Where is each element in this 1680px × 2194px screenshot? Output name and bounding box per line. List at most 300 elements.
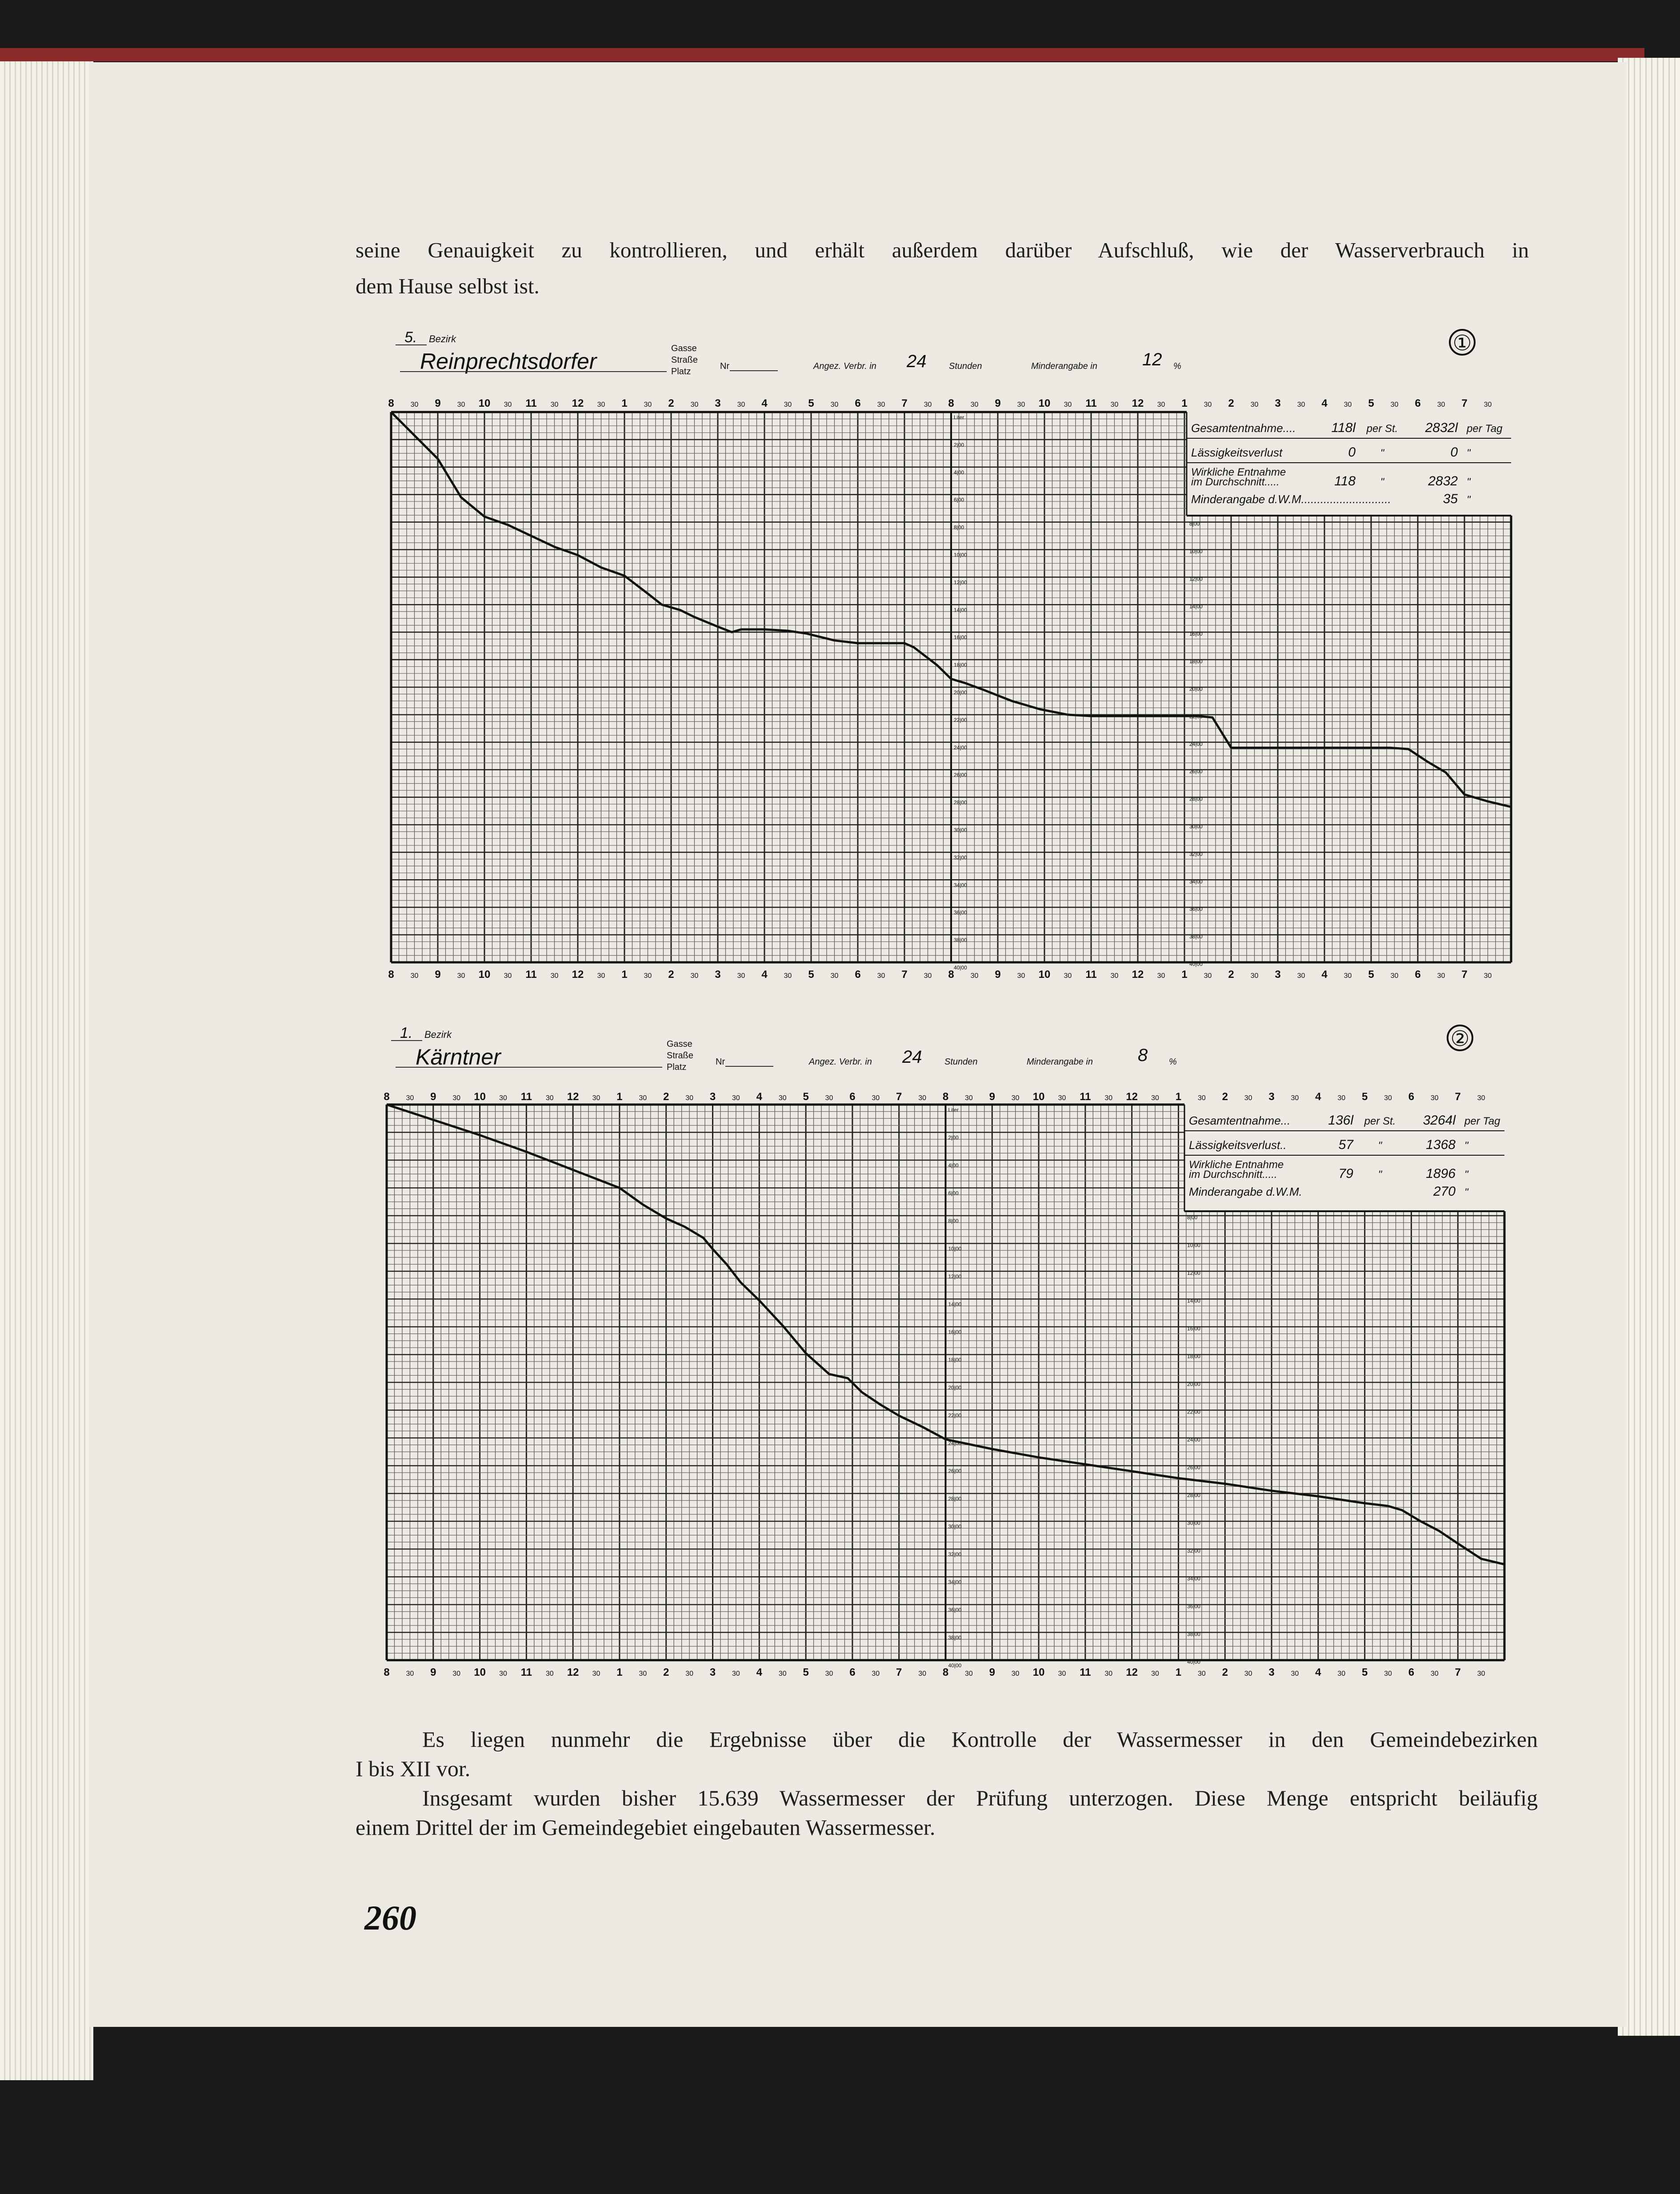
x-tick-label-top: 30 bbox=[1244, 1094, 1252, 1102]
summary-value-hour: 118l bbox=[1331, 420, 1356, 435]
x-tick-label-bottom: 8 bbox=[384, 1666, 390, 1678]
summary-label: Wirkliche Entnahme bbox=[1189, 1159, 1284, 1171]
x-tick-label-top: 30 bbox=[872, 1094, 880, 1102]
x-tick-label-top: 30 bbox=[597, 401, 605, 408]
summary-unit-day: " bbox=[1464, 1140, 1468, 1152]
x-tick-label-bottom: 4 bbox=[1321, 969, 1328, 981]
summary-label: Gesamtentnahme.... bbox=[1191, 421, 1296, 435]
y-tick-label-left: 6|00 bbox=[948, 1190, 959, 1197]
page-number: 260 bbox=[364, 1898, 416, 1937]
x-tick-label-top: 30 bbox=[1297, 401, 1305, 408]
x-tick-label-bottom: 30 bbox=[685, 1670, 694, 1678]
x-tick-label-bottom: 11 bbox=[525, 969, 537, 981]
x-tick-label-bottom: 1 bbox=[616, 1666, 623, 1678]
summary-value-day: 270 bbox=[1433, 1184, 1456, 1199]
y-tick-label-left: 40|00 bbox=[954, 965, 967, 971]
x-tick-label-bottom: 8 bbox=[388, 969, 394, 981]
x-tick-label-top: 5 bbox=[808, 397, 814, 409]
x-tick-label-top: 1 bbox=[621, 397, 628, 409]
result-paragraph-line-2: I bis XII vor. bbox=[356, 1756, 471, 1781]
summary-label: Lässigkeitsverlust bbox=[1191, 446, 1283, 459]
x-tick-label-bottom: 30 bbox=[1104, 1670, 1113, 1678]
chart-number: ② bbox=[1450, 1027, 1470, 1051]
x-tick-label-bottom: 30 bbox=[1344, 972, 1352, 980]
summary-unit-day: per Tag bbox=[1464, 1115, 1500, 1127]
summary-unit-hour: " bbox=[1380, 476, 1384, 488]
x-tick-label-top: 4 bbox=[1315, 1091, 1321, 1103]
y-tick-label-right: 10|00 bbox=[1189, 548, 1203, 555]
y-tick-label-left: 34|00 bbox=[954, 882, 967, 889]
x-tick-label-bottom: 6 bbox=[849, 1666, 856, 1678]
x-tick-label-top: 1 bbox=[616, 1091, 623, 1103]
x-tick-label-top: 30 bbox=[1157, 401, 1165, 408]
summary-unit-day: " bbox=[1467, 494, 1471, 506]
y-tick-label-left: 28|00 bbox=[954, 799, 967, 806]
x-tick-label-bottom: 8 bbox=[942, 1666, 949, 1678]
y-tick-label-right: 38|00 bbox=[1187, 1631, 1200, 1637]
street-name: Reinprechtsdorfer bbox=[420, 349, 597, 374]
count-paragraph-line-1: Insgesamt wurden bisher 15.639 Wassermesser der Prüfung unterzogen. Diese Menge entspricht beiläufig bbox=[422, 1786, 1538, 1810]
x-tick-label-top: 12 bbox=[1126, 1091, 1138, 1103]
x-tick-label-top: 2 bbox=[668, 397, 674, 409]
street-type-label: Straße bbox=[671, 355, 698, 365]
x-tick-label-bottom: 30 bbox=[1244, 1670, 1252, 1678]
x-tick-label-bottom: 6 bbox=[1415, 969, 1421, 981]
angez-label: Angez. Verbr. in bbox=[809, 1057, 872, 1067]
y-tick-label-left: 38|00 bbox=[954, 937, 967, 944]
x-tick-label-bottom: 6 bbox=[855, 969, 861, 981]
x-tick-label-top: 4 bbox=[1321, 397, 1328, 409]
y-tick-label-left: 26|00 bbox=[948, 1468, 962, 1474]
x-tick-label-bottom: 30 bbox=[1017, 972, 1025, 980]
street-type-label: Straße bbox=[667, 1051, 694, 1061]
x-tick-label-top: 30 bbox=[457, 401, 465, 408]
x-tick-label-bottom: 7 bbox=[1461, 969, 1468, 981]
x-tick-label-bottom: 30 bbox=[1197, 1670, 1206, 1678]
summary-label: Wirkliche Entnahme bbox=[1191, 466, 1286, 478]
x-tick-label-bottom: 10 bbox=[474, 1666, 486, 1678]
y-tick-label-right: 12|00 bbox=[1189, 576, 1203, 582]
x-tick-label-bottom: 30 bbox=[1204, 972, 1212, 980]
y-tick-label-left: 32|00 bbox=[954, 854, 967, 861]
x-tick-label-top: 30 bbox=[1430, 1094, 1439, 1102]
y-tick-label-left: 28|00 bbox=[948, 1496, 962, 1502]
y-tick-label-right: 14|00 bbox=[1189, 603, 1203, 610]
minder-value: 8 bbox=[1138, 1045, 1148, 1065]
x-tick-label-bottom: 4 bbox=[756, 1666, 763, 1678]
x-tick-label-bottom: 2 bbox=[1222, 1666, 1228, 1678]
y-tick-label-left: 36|00 bbox=[954, 909, 967, 916]
y-tick-label-right: 40|00 bbox=[1187, 1659, 1200, 1665]
x-tick-label-bottom: 30 bbox=[778, 1670, 787, 1678]
x-tick-label-top: 11 bbox=[520, 1091, 532, 1103]
y-tick-label-right: 16|00 bbox=[1187, 1325, 1200, 1332]
y-tick-label-left: 12|00 bbox=[954, 579, 967, 586]
y-tick-label-right: 24|00 bbox=[1189, 741, 1203, 747]
x-tick-label-bottom: 30 bbox=[452, 1670, 461, 1678]
x-tick-label-top: 30 bbox=[499, 1094, 507, 1102]
y-tick-label-left: 22|00 bbox=[954, 717, 967, 723]
x-tick-label-bottom: 7 bbox=[901, 969, 908, 981]
x-tick-label-bottom: 7 bbox=[896, 1666, 902, 1678]
y-tick-label-right: 28|00 bbox=[1189, 796, 1203, 802]
summary-label: Minderangabe d.W.M. bbox=[1189, 1185, 1302, 1198]
y-tick-label-right: 28|00 bbox=[1187, 1492, 1200, 1498]
angez-label: Angez. Verbr. in bbox=[813, 361, 876, 371]
result-paragraph-line-1: Es liegen nunmehr die Ergebnisse über die Kontrolle der Wassermesser in den Gemeindebezirken bbox=[422, 1727, 1538, 1752]
x-tick-label-top: 30 bbox=[825, 1094, 833, 1102]
x-tick-label-bottom: 10 bbox=[1032, 1666, 1045, 1678]
x-tick-label-top: 30 bbox=[1337, 1094, 1346, 1102]
x-tick-label-bottom: 11 bbox=[1080, 1666, 1091, 1678]
x-tick-label-bottom: 30 bbox=[504, 972, 512, 980]
y-tick-label-left: 2|00 bbox=[954, 441, 964, 448]
x-tick-label-bottom: 5 bbox=[808, 969, 814, 981]
x-tick-label-top: 30 bbox=[1384, 1094, 1392, 1102]
x-tick-label-bottom: 30 bbox=[1484, 972, 1492, 980]
x-tick-label-top: 30 bbox=[644, 401, 652, 408]
x-tick-label-bottom: 12 bbox=[567, 1666, 579, 1678]
summary-unit-day: " bbox=[1467, 447, 1471, 459]
x-tick-label-bottom: 30 bbox=[784, 972, 792, 980]
street-type-label: Platz bbox=[671, 367, 691, 376]
x-tick-label-bottom: 30 bbox=[597, 972, 605, 980]
summary-unit-hour: " bbox=[1380, 447, 1384, 459]
x-tick-label-top: 6 bbox=[1415, 397, 1421, 409]
y-tick-label-left: 22|00 bbox=[948, 1412, 962, 1419]
intro-line-1: seine Genauigkeit zu kontrollieren, und erhält außerdem darüber Aufschluß, wie der Wasserverbrauch in bbox=[356, 238, 1529, 262]
x-tick-label-top: 30 bbox=[737, 401, 745, 408]
x-tick-label-bottom: 30 bbox=[592, 1670, 600, 1678]
y-tick-label-left: 38|00 bbox=[948, 1634, 962, 1641]
x-tick-label-top: 5 bbox=[1368, 397, 1374, 409]
chart-number: ① bbox=[1452, 332, 1472, 355]
y-tick-label-right: 20|00 bbox=[1189, 686, 1203, 692]
x-tick-label-top: 3 bbox=[715, 397, 721, 409]
summary-value-hour: 118 bbox=[1334, 474, 1356, 488]
x-tick-label-top: 30 bbox=[1250, 401, 1259, 408]
x-tick-label-top: 30 bbox=[830, 401, 839, 408]
summary-value-day: 35 bbox=[1443, 492, 1458, 506]
x-tick-label-bottom: 30 bbox=[732, 1670, 740, 1678]
x-tick-label-top: 3 bbox=[709, 1091, 716, 1103]
x-tick-label-bottom: 30 bbox=[964, 1670, 973, 1678]
y-tick-label-left: 8|00 bbox=[954, 524, 964, 531]
x-tick-label-top: 30 bbox=[778, 1094, 787, 1102]
x-tick-label-bottom: 11 bbox=[1085, 969, 1097, 981]
x-tick-label-top: 30 bbox=[924, 401, 932, 408]
x-tick-label-top: 30 bbox=[1064, 401, 1072, 408]
x-tick-label-bottom: 30 bbox=[830, 972, 839, 980]
x-tick-label-bottom: 30 bbox=[918, 1670, 927, 1678]
x-tick-label-top: 6 bbox=[855, 397, 861, 409]
x-tick-label-bottom: 10 bbox=[478, 969, 491, 981]
x-tick-label-top: 11 bbox=[1085, 397, 1097, 409]
summary-value-hour: 79 bbox=[1338, 1166, 1353, 1181]
y-tick-label-right: 32|00 bbox=[1189, 851, 1203, 857]
x-tick-label-top: 30 bbox=[410, 401, 419, 408]
x-tick-label-bottom: 30 bbox=[1011, 1670, 1020, 1678]
y-tick-label-left: 4|00 bbox=[948, 1162, 959, 1169]
x-tick-label-top: 30 bbox=[592, 1094, 600, 1102]
x-tick-label-bottom: 2 bbox=[668, 969, 674, 981]
x-tick-label-top: 12 bbox=[567, 1091, 579, 1103]
x-tick-label-bottom: 11 bbox=[520, 1666, 532, 1678]
summary-unit-hour: " bbox=[1378, 1140, 1382, 1152]
y-tick-label-left: 36|00 bbox=[948, 1607, 962, 1613]
x-tick-label-top: 30 bbox=[964, 1094, 973, 1102]
y-tick-label-left: 12|00 bbox=[948, 1273, 962, 1280]
x-tick-label-bottom: 30 bbox=[410, 972, 419, 980]
x-tick-label-bottom: 30 bbox=[877, 972, 885, 980]
x-tick-label-bottom: 30 bbox=[1058, 1670, 1066, 1678]
x-tick-label-bottom: 30 bbox=[1297, 972, 1305, 980]
x-tick-label-bottom: 4 bbox=[1315, 1666, 1321, 1678]
x-tick-label-top: 30 bbox=[406, 1094, 414, 1102]
x-tick-label-top: 6 bbox=[849, 1091, 856, 1103]
angez-value: 24 bbox=[907, 352, 927, 371]
y-tick-label-left: 4|00 bbox=[954, 469, 964, 476]
x-tick-label-top: 30 bbox=[685, 1094, 694, 1102]
x-tick-label-bottom: 5 bbox=[803, 1666, 809, 1678]
summary-label: Gesamtentnahme... bbox=[1189, 1114, 1291, 1127]
y-tick-label-right: 34|00 bbox=[1187, 1575, 1200, 1582]
x-tick-label-bottom: 9 bbox=[430, 1666, 436, 1678]
minder-unit: % bbox=[1169, 1057, 1177, 1067]
street-type-label: Gasse bbox=[667, 1039, 692, 1049]
summary-value-hour: 136l bbox=[1328, 1113, 1353, 1128]
y-tick-label-right: 24|00 bbox=[1187, 1437, 1200, 1443]
x-tick-label-bottom: 30 bbox=[825, 1670, 833, 1678]
x-tick-label-top: 30 bbox=[918, 1094, 927, 1102]
y-tick-label-right: 32|00 bbox=[1187, 1548, 1200, 1554]
x-tick-label-bottom: 4 bbox=[761, 969, 768, 981]
y-tick-label-right: 8|00 bbox=[1189, 520, 1200, 527]
summary-unit-hour: per St. bbox=[1364, 1115, 1396, 1127]
district-number: 5. bbox=[404, 329, 417, 346]
x-tick-label-top: 10 bbox=[1038, 397, 1051, 409]
y-tick-label-left: 14|00 bbox=[948, 1301, 962, 1308]
x-tick-label-top: 30 bbox=[1484, 401, 1492, 408]
x-tick-label-bottom: 30 bbox=[924, 972, 932, 980]
count-paragraph-line-2: einem Drittel der im Gemeindegebiet eingebauten Wassermesser. bbox=[356, 1815, 936, 1840]
x-tick-label-top: 30 bbox=[1204, 401, 1212, 408]
x-tick-label-bottom: 1 bbox=[1181, 969, 1188, 981]
x-tick-label-top: 5 bbox=[1361, 1091, 1368, 1103]
y-tick-label-right: 8|00 bbox=[1187, 1214, 1198, 1221]
summary-unit-day: " bbox=[1464, 1169, 1468, 1181]
x-tick-label-bottom: 30 bbox=[406, 1670, 414, 1678]
x-tick-label-top: 30 bbox=[1017, 401, 1025, 408]
x-tick-label-bottom: 7 bbox=[1455, 1666, 1461, 1678]
minder-label: Minderangabe in bbox=[1027, 1057, 1093, 1067]
summary-label: Minderangabe d.W.M............................ bbox=[1191, 492, 1391, 506]
y-tick-label-right: 22|00 bbox=[1189, 713, 1203, 720]
x-tick-label-top: 30 bbox=[1291, 1094, 1299, 1102]
x-tick-label-top: 10 bbox=[474, 1091, 486, 1103]
x-tick-label-top: 1 bbox=[1181, 397, 1188, 409]
y-tick-label-left: 20|00 bbox=[954, 689, 967, 696]
x-tick-label-top: 9 bbox=[430, 1091, 436, 1103]
x-tick-label-bottom: 30 bbox=[550, 972, 559, 980]
y-tick-label-right: 20|00 bbox=[1187, 1381, 1200, 1387]
y-tick-label-left: 16|00 bbox=[954, 634, 967, 641]
x-tick-label-top: 30 bbox=[1344, 401, 1352, 408]
x-tick-label-bottom: 9 bbox=[995, 969, 1001, 981]
intro-line-2: dem Hause selbst ist. bbox=[356, 274, 540, 298]
summary-value-day: 3264l bbox=[1423, 1113, 1456, 1128]
x-tick-label-top: 7 bbox=[901, 397, 908, 409]
x-tick-label-bottom: 6 bbox=[1408, 1666, 1415, 1678]
x-tick-label-bottom: 5 bbox=[1368, 969, 1374, 981]
x-tick-label-bottom: 12 bbox=[1126, 1666, 1138, 1678]
x-tick-label-top: 6 bbox=[1408, 1091, 1415, 1103]
y-tick-label-left: 32|00 bbox=[948, 1551, 962, 1557]
x-tick-label-bottom: 30 bbox=[1110, 972, 1119, 980]
y-tick-label-right: 18|00 bbox=[1187, 1353, 1200, 1360]
x-tick-label-top: 30 bbox=[452, 1094, 461, 1102]
summary-value-hour: 57 bbox=[1338, 1137, 1353, 1152]
x-tick-label-top: 30 bbox=[1437, 401, 1445, 408]
y-tick-label-left: 20|00 bbox=[948, 1385, 962, 1391]
y-tick-label-left: 2|00 bbox=[948, 1134, 959, 1141]
x-tick-label-top: 3 bbox=[1275, 397, 1281, 409]
x-tick-label-top: 30 bbox=[877, 401, 885, 408]
stunden-label: Stunden bbox=[949, 361, 982, 371]
y-tick-label-left: 26|00 bbox=[954, 772, 967, 778]
x-tick-label-top: 11 bbox=[525, 397, 537, 409]
x-tick-label-top: 2 bbox=[663, 1091, 669, 1103]
x-tick-label-bottom: 30 bbox=[1430, 1670, 1439, 1678]
x-tick-label-bottom: 1 bbox=[621, 969, 628, 981]
angez-value: 24 bbox=[902, 1047, 922, 1067]
x-tick-label-top: 30 bbox=[1110, 401, 1119, 408]
x-tick-label-bottom: 9 bbox=[989, 1666, 995, 1678]
y-tick-label-left: Liter bbox=[948, 1107, 959, 1113]
x-tick-label-top: 30 bbox=[1390, 401, 1399, 408]
y-tick-label-right: 26|00 bbox=[1189, 768, 1203, 775]
y-tick-label-left: 30|00 bbox=[954, 827, 967, 833]
street-name: Kärntner bbox=[416, 1045, 501, 1069]
x-tick-label-bottom: 10 bbox=[1038, 969, 1051, 981]
y-tick-label-right: 18|00 bbox=[1189, 658, 1203, 665]
summary-value-day: 2832 bbox=[1428, 474, 1458, 488]
summary-unit-day: " bbox=[1467, 476, 1471, 488]
y-tick-label-left: 24|00 bbox=[948, 1440, 962, 1446]
x-tick-label-top: 8 bbox=[388, 397, 394, 409]
minder-unit: % bbox=[1173, 361, 1181, 371]
x-tick-label-top: 2 bbox=[1222, 1091, 1228, 1103]
x-tick-label-top: 2 bbox=[1228, 397, 1234, 409]
x-tick-label-top: 12 bbox=[572, 397, 584, 409]
y-tick-label-left: 34|00 bbox=[948, 1579, 962, 1585]
x-tick-label-bottom: 30 bbox=[690, 972, 699, 980]
summary-unit-hour: " bbox=[1378, 1169, 1382, 1181]
x-tick-label-bottom: 30 bbox=[1291, 1670, 1299, 1678]
x-tick-label-top: 30 bbox=[1151, 1094, 1159, 1102]
y-tick-label-right: 40|00 bbox=[1189, 961, 1203, 967]
x-tick-label-top: 30 bbox=[545, 1094, 554, 1102]
y-tick-label-right: 36|00 bbox=[1187, 1603, 1200, 1609]
x-tick-label-top: 30 bbox=[1011, 1094, 1020, 1102]
x-tick-label-top: 7 bbox=[1461, 397, 1468, 409]
x-tick-label-bottom: 30 bbox=[1337, 1670, 1346, 1678]
y-tick-label-left: 14|00 bbox=[954, 607, 967, 613]
nr-label: Nr bbox=[720, 361, 730, 371]
x-tick-label-bottom: 30 bbox=[644, 972, 652, 980]
y-tick-label-left: 18|00 bbox=[948, 1357, 962, 1363]
x-tick-label-bottom: 1 bbox=[1175, 1666, 1182, 1678]
x-tick-label-top: 4 bbox=[756, 1091, 763, 1103]
x-tick-label-top: 4 bbox=[761, 397, 768, 409]
x-tick-label-bottom: 30 bbox=[737, 972, 745, 980]
x-tick-label-top: 30 bbox=[639, 1094, 647, 1102]
y-tick-label-left: 40|00 bbox=[948, 1662, 962, 1669]
x-tick-label-bottom: 3 bbox=[1275, 969, 1281, 981]
summary-label: Lässigkeitsverlust.. bbox=[1189, 1138, 1287, 1152]
summary-label-2: im Durchschnitt..... bbox=[1191, 476, 1280, 488]
y-tick-label-left: 6|00 bbox=[954, 496, 964, 503]
y-tick-label-right: 14|00 bbox=[1187, 1297, 1200, 1304]
summary-label-2: im Durchschnitt..... bbox=[1189, 1169, 1277, 1181]
x-tick-label-top: 30 bbox=[970, 401, 979, 408]
x-tick-label-bottom: 30 bbox=[499, 1670, 507, 1678]
y-tick-label-right: 12|00 bbox=[1187, 1270, 1200, 1276]
summary-value-hour: 0 bbox=[1348, 445, 1356, 460]
minder-label: Minderangabe in bbox=[1031, 361, 1097, 371]
x-tick-label-bottom: 9 bbox=[435, 969, 441, 981]
x-tick-label-bottom: 12 bbox=[1132, 969, 1144, 981]
x-tick-label-bottom: 2 bbox=[1228, 969, 1234, 981]
x-tick-label-top: 30 bbox=[1197, 1094, 1206, 1102]
x-tick-label-bottom: 30 bbox=[1250, 972, 1259, 980]
y-tick-label-right: 30|00 bbox=[1189, 823, 1203, 830]
summary-value-day: 0 bbox=[1450, 445, 1458, 460]
x-tick-label-top: 30 bbox=[1058, 1094, 1066, 1102]
x-tick-label-top: 10 bbox=[478, 397, 491, 409]
x-tick-label-top: 30 bbox=[1104, 1094, 1113, 1102]
y-tick-label-left: 10|00 bbox=[954, 552, 967, 558]
y-tick-label-left: Liter bbox=[954, 414, 964, 420]
stunden-label: Stunden bbox=[944, 1057, 978, 1067]
x-tick-label-top: 30 bbox=[732, 1094, 740, 1102]
x-tick-label-bottom: 30 bbox=[1064, 972, 1072, 980]
y-tick-label-left: 16|00 bbox=[948, 1329, 962, 1335]
x-tick-label-top: 11 bbox=[1080, 1091, 1091, 1103]
x-tick-label-bottom: 2 bbox=[663, 1666, 669, 1678]
y-tick-label-right: 22|00 bbox=[1187, 1409, 1200, 1415]
x-tick-label-top: 30 bbox=[550, 401, 559, 408]
x-tick-label-bottom: 30 bbox=[1477, 1670, 1485, 1678]
y-tick-label-left: 8|00 bbox=[948, 1218, 959, 1224]
x-tick-label-bottom: 30 bbox=[1437, 972, 1445, 980]
district-label: Bezirk bbox=[424, 1029, 452, 1040]
x-tick-label-bottom: 30 bbox=[1157, 972, 1165, 980]
x-tick-label-top: 30 bbox=[504, 401, 512, 408]
summary-value-day: 1368 bbox=[1426, 1137, 1456, 1152]
x-tick-label-bottom: 3 bbox=[715, 969, 721, 981]
y-tick-label-right: 30|00 bbox=[1187, 1520, 1200, 1526]
x-tick-label-bottom: 30 bbox=[545, 1670, 554, 1678]
y-tick-label-left: 18|00 bbox=[954, 662, 967, 669]
summary-unit-day: per Tag bbox=[1467, 423, 1503, 435]
x-tick-label-bottom: 3 bbox=[709, 1666, 716, 1678]
x-tick-label-top: 5 bbox=[803, 1091, 809, 1103]
y-tick-label-right: 36|00 bbox=[1189, 906, 1203, 913]
summary-value-day: 2832l bbox=[1425, 420, 1458, 435]
district-number: 1. bbox=[400, 1025, 413, 1041]
y-tick-label-left: 30|00 bbox=[948, 1523, 962, 1530]
